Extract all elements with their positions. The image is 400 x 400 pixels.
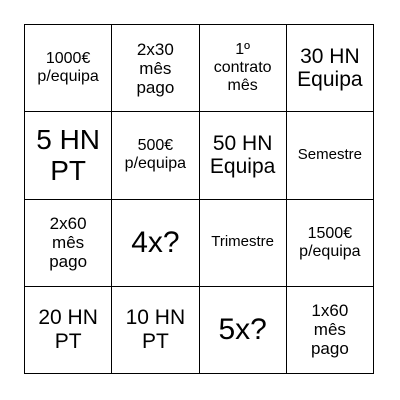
bingo-cell-text: 10 HN PT [125, 306, 186, 353]
bingo-cell[interactable] [112, 112, 199, 199]
bingo-cell[interactable] [25, 200, 112, 287]
bingo-cell-text: 5 HN PT [36, 124, 101, 187]
bingo-cell[interactable] [200, 200, 287, 287]
bingo-cell-text: 1500€ p/equipa [299, 224, 361, 260]
bingo-cell[interactable] [112, 25, 199, 112]
bingo-cell[interactable] [287, 200, 374, 287]
bingo-cell-text: 50 HN Equipa [209, 131, 276, 179]
bingo-cell-text: 30 HN Equipa [297, 44, 363, 92]
bingo-cell-text: 5x? [218, 313, 267, 347]
bingo-cell[interactable] [25, 25, 112, 112]
bingo-cell-text: 1º contrato mês [213, 41, 272, 95]
bingo-cell[interactable] [25, 112, 112, 199]
bingo-cell[interactable] [25, 287, 112, 374]
bingo-card-grid [24, 24, 374, 374]
bingo-cell[interactable] [287, 287, 374, 374]
bingo-cell[interactable] [200, 287, 287, 374]
bingo-cell[interactable] [200, 112, 287, 199]
bingo-cell[interactable] [200, 25, 287, 112]
bingo-cell-text: 20 HN PT [38, 306, 98, 353]
bingo-cell-text: 2x60 mês pago [49, 214, 88, 272]
bingo-cell[interactable] [287, 25, 374, 112]
bingo-cell[interactable] [112, 287, 199, 374]
bingo-cell[interactable] [112, 200, 199, 287]
bingo-cell-text: 500€ p/equipa [124, 137, 187, 173]
bingo-cell-text: Semestre [297, 145, 362, 163]
bingo-cell[interactable] [287, 112, 374, 199]
bingo-cell-text: 2x30 mês pago [136, 39, 175, 97]
bingo-cell-text: 1x60 mês pago [310, 301, 349, 359]
bingo-cell-text: Trimestre [211, 233, 275, 251]
bingo-cell-text: 1000€ p/equipa [37, 50, 99, 86]
bingo-cell-text: 4x? [131, 225, 180, 259]
